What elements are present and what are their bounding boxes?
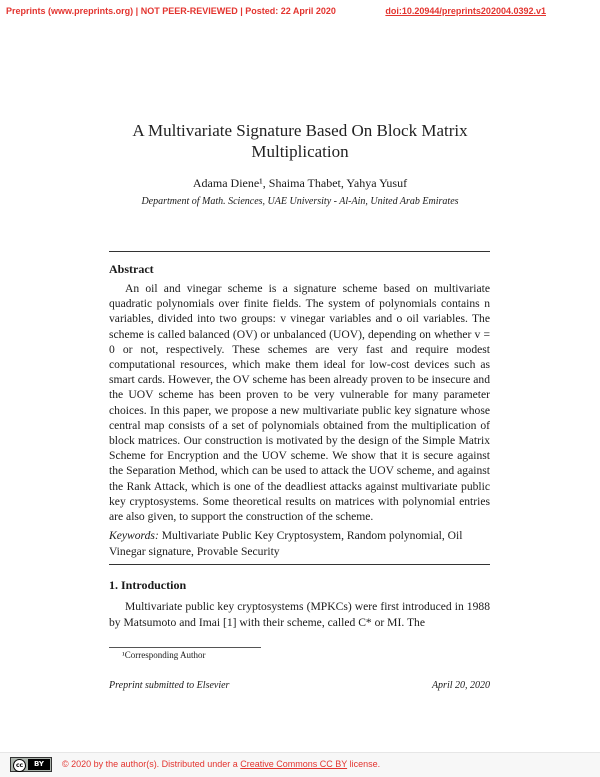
license-link[interactable]: Creative Commons CC BY bbox=[240, 759, 348, 769]
abstract-bottom-rule bbox=[109, 564, 490, 565]
footer-date: April 20, 2020 bbox=[431, 680, 490, 691]
keywords-text: Multivariate Public Key Cryptosystem, Random polynomial, Oil Vinegar signature, Provable Security bbox=[109, 529, 463, 558]
doi-link[interactable]: doi:10.20944/preprints202004.0392.v1 bbox=[385, 6, 546, 16]
introduction-body: Multivariate public key cryptosystems (MPKCs) were first introduced in 1988 by Matsumoto and Imai [1] with their scheme, called C* or MI. The bbox=[109, 600, 490, 629]
keywords bbox=[109, 528, 490, 559]
abstract-heading: Abstract bbox=[109, 262, 154, 276]
license-suffix: license. bbox=[347, 759, 381, 769]
section-heading-introduction: 1. Introduction bbox=[109, 578, 187, 592]
abstract-body: An oil and vinegar scheme is a signature scheme based on multivariate quadratic polynomials over finite fields. The system of polynomials contains n variables, divided into two groups: v vinegar variables and o oil variables. The scheme is called balanced (OV) or unbalanced (UOV), depending on whether v = 0 or not, respectively. These schemes are very fast and require modest computational resources, which make them ideal for low-cost devices such as smart cards. However, the OV scheme has been already proven to be insecure and the UOV scheme has been proven to be very vulnerable for many parameter choices. In this paper, we propose a new multivariate public key signature whose central map consists of a set of polynomials obtained from the multiplication of block matrices. Our construction is motivated by the design of the Simple Matrix Scheme for Encryption and the UOV scheme. We show that it is secure against the Separation Method, which can be used to attack the UOV scheme, and against the Rank Attack, which is one of the deadliest attacks against multivariate public key cryptosystems. Some theoretical results on matrices with polynomial entries are also given, to support the construction of the scheme. bbox=[109, 282, 490, 524]
paper-affiliation: Department of Math. Sciences, UAE University - Al-Ain, United Arab Emirates bbox=[141, 196, 459, 207]
cc-circle-icon: cc bbox=[13, 759, 26, 772]
preprint-header-text: Preprints (www.preprints.org) | NOT PEER-REVIEWED | Posted: 22 April 2020 bbox=[6, 6, 336, 16]
license-text bbox=[62, 759, 380, 769]
footnote: ¹Corresponding Author bbox=[122, 650, 206, 660]
license-prefix: © 2020 by the author(s). Distributed under a bbox=[62, 759, 241, 769]
abstract-top-rule bbox=[109, 251, 490, 252]
paper-title: A Multivariate Signature Based On Block Matrix Multiplication bbox=[132, 121, 468, 161]
keywords-label: Keywords: bbox=[109, 529, 159, 542]
footer-submitted: Preprint submitted to Elsevier bbox=[109, 680, 230, 691]
license-bar bbox=[0, 752, 600, 777]
paper-authors: Adama Diene¹, Shaima Thabet, Yahya Yusuf bbox=[192, 176, 408, 190]
footnote-rule bbox=[109, 647, 261, 648]
by-label: BY bbox=[28, 759, 50, 770]
preprint-header-bar bbox=[0, 0, 600, 22]
cc-by-badge-icon[interactable] bbox=[10, 757, 52, 772]
